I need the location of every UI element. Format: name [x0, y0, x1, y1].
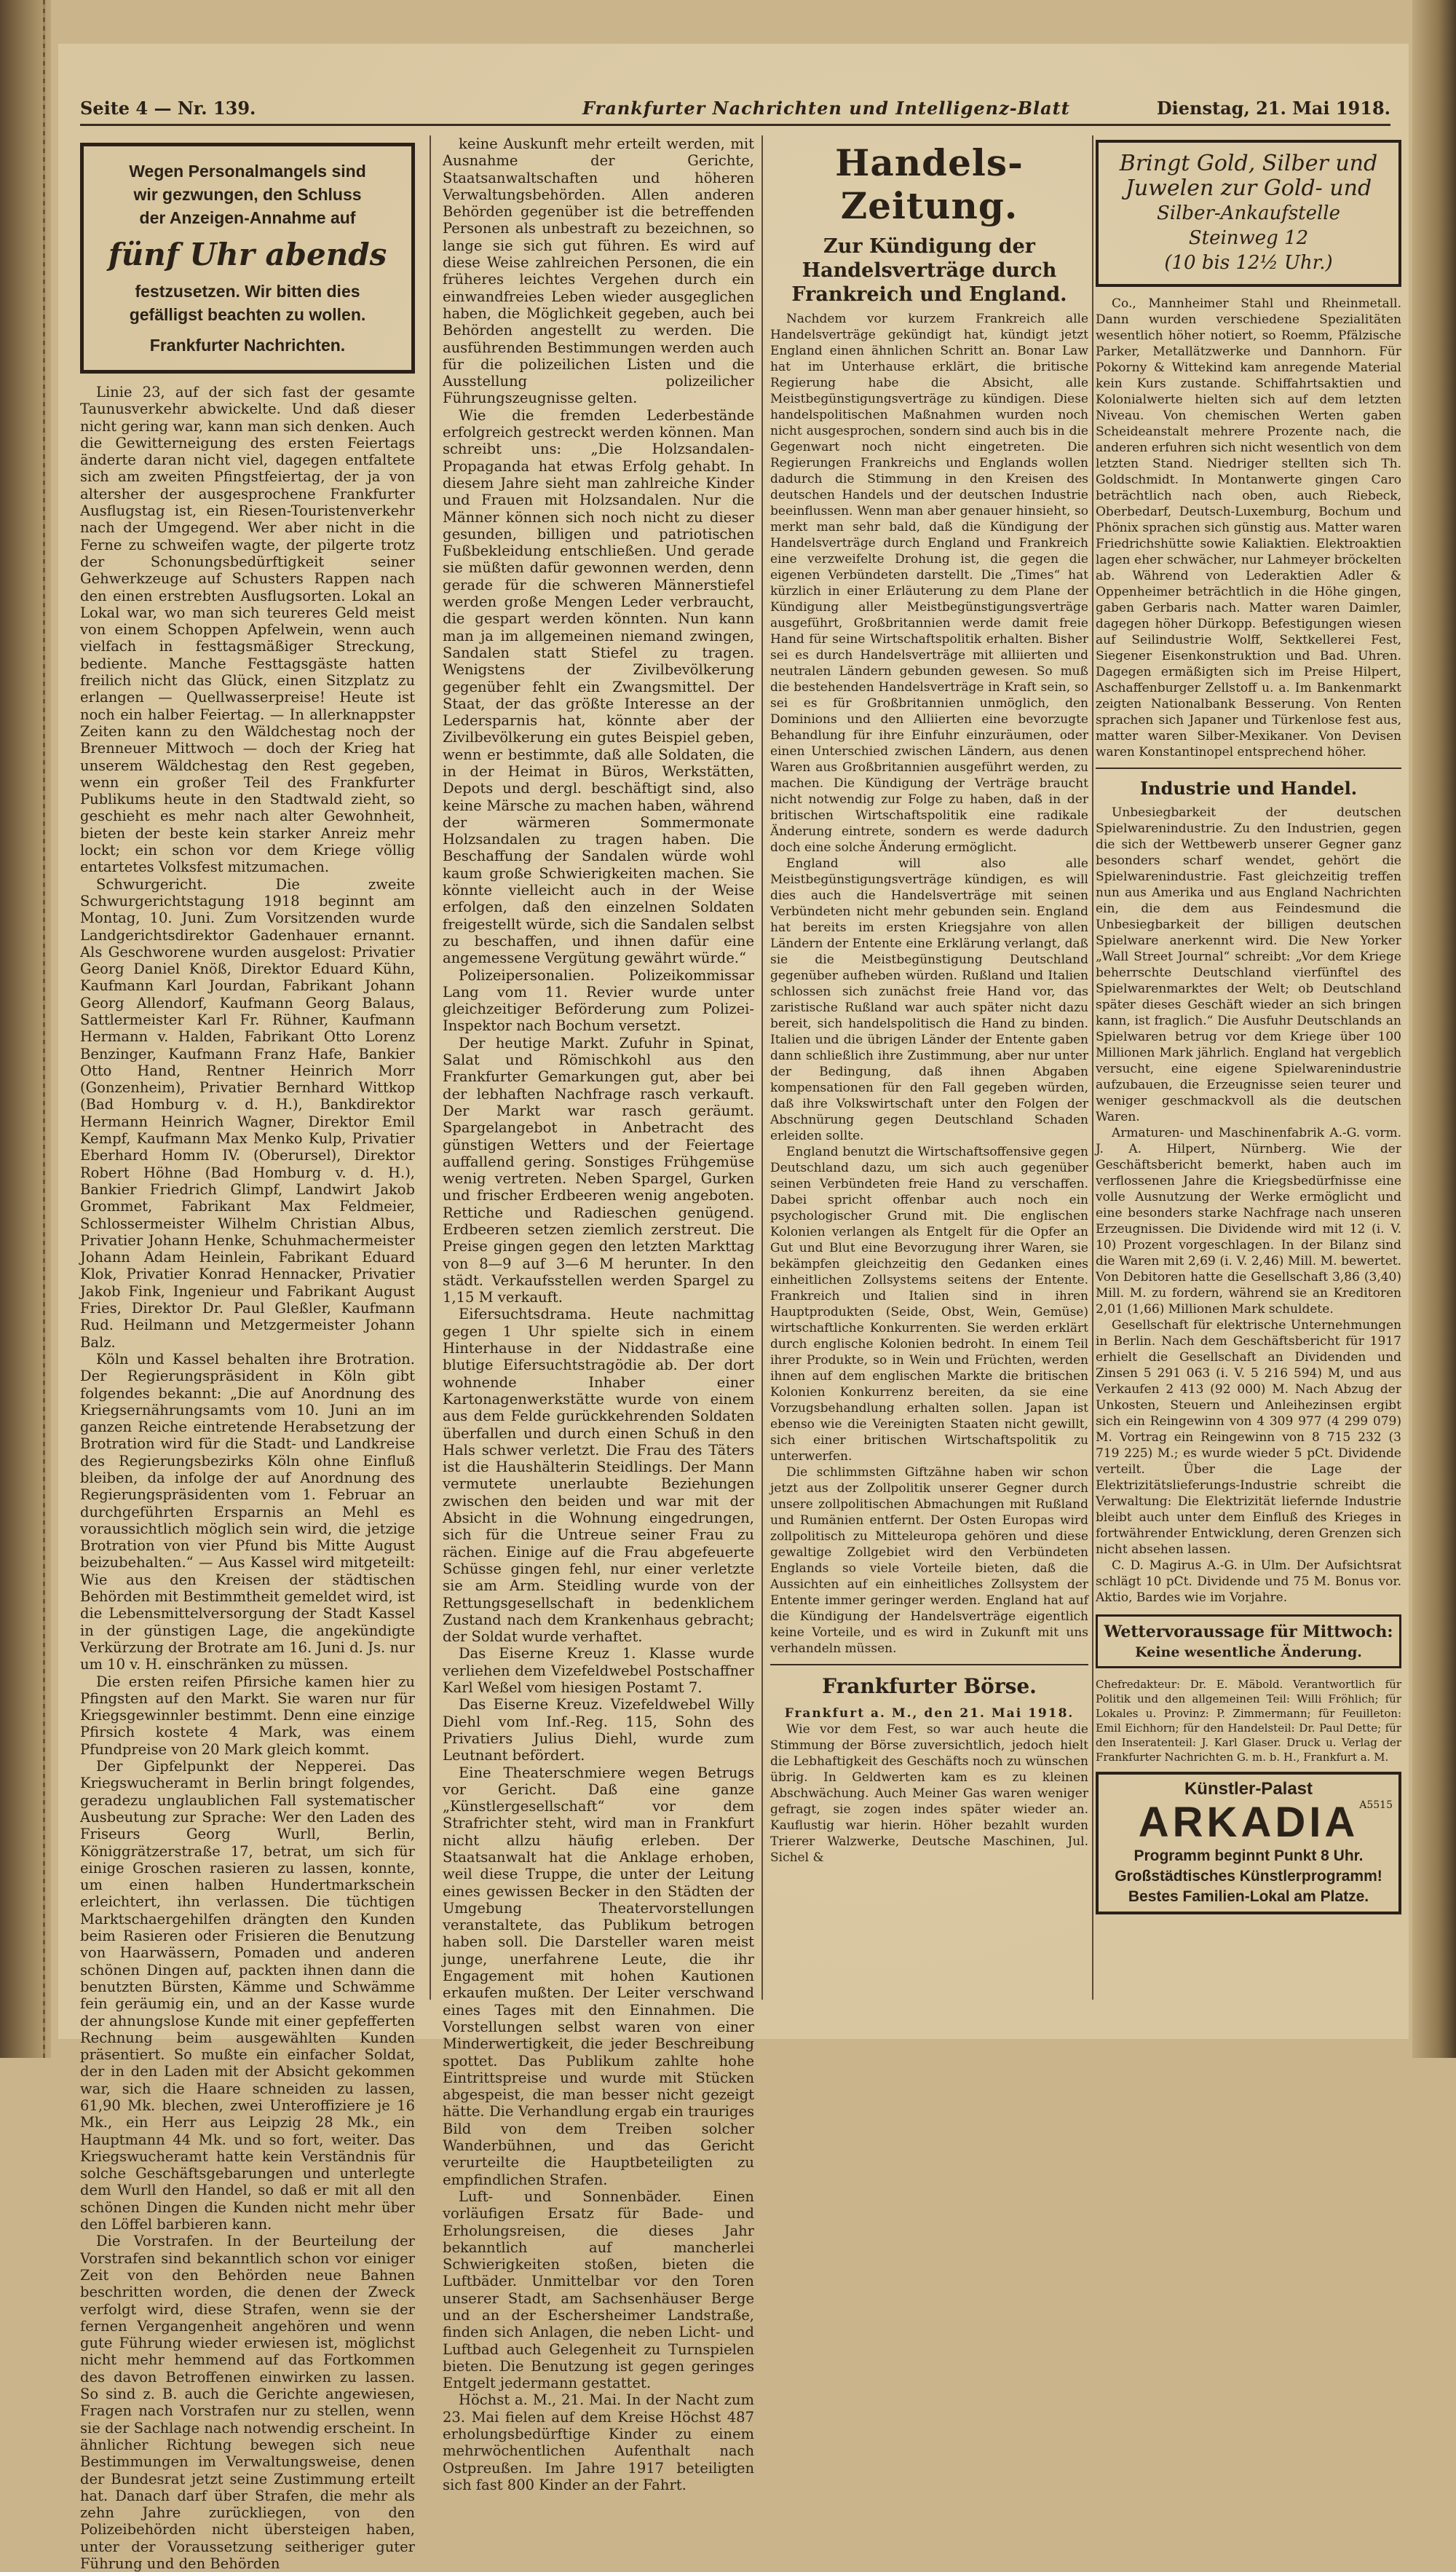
boerse-heading: Frankfurter Börse. — [822, 1674, 1037, 1698]
article-paragraph: Gesellschaft für elektrische Unternehmungen in Berlin. Nach dem Geschäftsbericht für 1917 erhielt die Gesellschaft an Dividenden und Zinsen 5 291 063 (i. V. 5 216 594) M, und aus Verkaufen 2 413 (92 000) M. Nach Abzug der Unkosten, Steuern und Anleihezinsen ergibt sich ein Reingewinn von 4 309 977 (4 299 079) M. Vortrag ein Reingewinn von 8 715 232 (3 719 225) M.; es wurde wieder 5 pCt. Dividende verteilt. Über die Lage der Elektrizitätslieferungs-Industrie schreibt die Verwaltung: Die Elektrizität liefernde Industrie bleibt auch unter dem Einfluß des Krieges in fortwährender Entwicklung, deren Grenzen sich nicht absehen lassen. — [1096, 1318, 1401, 1557]
ad-line: Juwelen zur Gold- und — [1125, 175, 1372, 201]
notice-line: festzusetzen. Wir bitten dies — [135, 282, 360, 301]
article-paragraph: Die Vorstrafen. In der Beurteilung der Vorstrafen sind bekanntlich schon vor einiger Zeit von den Behörden neue Bahnen beschritten worden, die denen der Zweck verfolgt wird, diese Strafen, wenn sie der fernen Vergangenheit angehören und wenn gute Führung wieder erwiesen ist, möglichst nicht mehr hemmend auf das Fortkommen des davon Betroffenen einwirken zu lassen. So sind z. B. auch die Gerichte angewiesen, Fragen nach Vorstrafen nur zu stellen, wenn sie der Sachlage nach notwendig erscheint. In ähnlicher Richtung bewegen sich neue Bestimmungen im Verwaltungsweise, denen der Bundesrat jetzt seine Zustimmung erteilt hat. Danach darf über Strafen, die mehr als zehn Jahre zurückliegen, von den Polizeibehörden nicht übersteigen haben, unter der Voraussetzung seitheriger guter Führung und den Behörden — [80, 2233, 415, 2572]
gold-silver-advertisement — [1096, 140, 1401, 287]
article-paragraph: Linie 23, auf der sich fast der gesamte Taunusverkehr abwickelte. Und daß dieser nicht gering war, kann man sich denken. Auch die Gewitterneigung des ersten Feiertags änderte daran nicht viel, dagegen entfaltete sich am zweiten Pfingstfeiertag, der ja von altersher der ausgesprochene Frankfurter Ausflugstag ist, ein Riesen-Touristenverkehr nach der Umgegend. Wer aber nicht in die Ferne zu schweifen wagte, der pilgerte trotz der Schonungsbedürftigkeit seiner Gehwerkzeuge auf Schusters Rappen nach den einen erstrebten Ausflugsorten. Lokal an Lokal war, wo man sich teureres Geld meist von einem Schoppen Apfelwein, wenn auch vielfach in festtagsmäßiger Streckung, bediente. Manche Festtagsgäste hatten freilich nicht das Glück, einen Sitzplatz zu erlangen — Quellwasserpreise! Heute ist noch ein halber Feiertag. — In allerknappster Zeiten kann zu den Wäldchestag noch der Brenneuer Mittwoch — doch der Krieg hat unserem Wäldchestag den Rest gegeben, wenn ein großer Teil des Frankfurter Publikums heute in den Stadtwald zieht, so geschieht es mehr nach alter Gewohnheit, bieten der beste kein starker Anreiz mehr lockt; ein schon vor dem Kriege völlig entartetes Volksfest mitzumachen. — [80, 384, 415, 876]
article-paragraph: Köln und Kassel behalten ihre Brotration. Der Regierungspräsident in Köln gibt folgendes bekannt: „Die auf Anordnung des Kriegsernährungsamts vom 10. Juni an im ganzen Reiche eintretende Herabsetzung der Brotration wird für die Stadt- und Landkreise des Regierungsbezirks Köln ohne Einfluß bleiben, da infolge der auf Anordnung des Regierungspräsidenten vom 1. Februar an durchgeführten Ersparnis an Mehl es voraussichtlich möglich sein wird, die jetzige Brotration von vier Pfund bis Mitte August beizubehalten.“ — Aus Kassel wird mitgeteilt: Wie aus den Kreisen der städtischen Behörden mit Bestimmtheit gemeldet wird, ist die Lebensmittelversorgung der Stadt Kassel in der günstigen Lage, die angekündigte Verkürzung der Brotrate am 16. Juni d. Js. nur um 10 v. H. einschränken zu müssen. — [80, 1350, 415, 1673]
header-page-number: Seite 4 — Nr. 139. — [80, 98, 256, 119]
weather-box — [1096, 1614, 1401, 1668]
ad-line: Silber-Ankaufstelle Steinweg 12 — [1156, 202, 1341, 249]
arkadia-advertisement — [1096, 1772, 1401, 1914]
article-paragraph: C. D. Magirus A.-G. in Ulm. Der Aufsichtsrat schlägt 10 pCt. Dividende und 75 M. Bonus vor. Aktio, Bardes wie im Vorjahre. — [1096, 1558, 1401, 1605]
ad-line: (10 bis 12½ Uhr.) — [1164, 252, 1333, 274]
ad-line: Großstädtisches Künstlerprogramm! — [1115, 1868, 1382, 1885]
imprint: Chefredakteur: Dr. E. Mäbold. Verantwortlich für Politik und den allgemeinen Teil: Willi Fröhlich; für Lokales u. Provinz: P. Zimmermann; für Feuilleton: Emil Eichhorn; für den Handelsteil: Dr. Paul Dette; für den Inseratenteil: J. Karl Glaser. Druck u. Verlag der Frankfurter Nachrichten G. m. b. H., Frankfurt a. M. — [1096, 1678, 1401, 1764]
page-edge — [1412, 0, 1456, 2058]
article-paragraph: Luft- und Sonnenbäder. Einen vorläufigen Ersatz für Bade- und Erholungsreisen, die dieses Jahr bekanntlich auf mancherlei Schwierigkeiten stoßen, bieten die Luftbäder. Unmittelbar vor den Toren unserer Stadt, am Sachsenhäuser Berge und an der Eschersheimer Landstraße, finden sich Anlagen, die neben Licht- und Luftbad auch Gelegenheit zu Turnspielen bieten. Die Benutzung ist gegen geringes Entgelt jedermann gestattet. — [443, 2188, 754, 2392]
ad-line: Künstler-Palast — [1184, 1779, 1313, 1799]
article-paragraph: Wie vor dem Fest, so war auch heute die Stimmung der Börse zuversichtlich, jedoch hielt die Lebhaftigkeit des Geschäfts noch zu wünschen übrig. In Geldwerten kam es zu kleinen Abschwächung. Auch Meiner Gas waren weniger gefragt, sie zogen indes später wieder an. Kauflustig war hierin. Höher bezahlt wurden Trierer Walzwerke, Deutsche Maschinen, Jul. Sichel & — [770, 1722, 1088, 1865]
ad-line: Bestes Familien-Lokal am Platze. — [1128, 1888, 1369, 1905]
header-masthead: Frankfurter Nachrichten und Intelligenz-Blatt — [582, 98, 1070, 119]
article-paragraph: Höchst a. M., 21. Mai. In der Nacht zum 23. Mai fielen auf dem Kreise Höchst 487 erholungsbedürftige Kinder zu einem mehrwöchentlichen Aufenthalt nach Ostpreußen. Im Jahre 1917 beteiligten sich fast 800 Kinder an der Fahrt. — [443, 2391, 754, 2493]
article-paragraph: keine Auskunft mehr erteilt werden, mit Ausnahme der Gerichte, Staatsanwaltschaften und höheren Verwaltungsbehörden. Allen anderen Behörden gegenüber ist die betreffenden Personen als unbestraft zu bezeichnen, so lange sie sich gut führen. Es wird auf diese Weise zahlreichen Personen, die ein früheres leichtes Vergehen durch ein einwandfreies Leben wieder ausgeglichen haben, die Möglichkeit gegeben, auch bei Behörden angestellt zu werden. Die ausführenden Bestimmungen werden auch für die polizeilichen Listen und die Ausstellung polizeilicher Führungszeugnisse gelten. — [443, 135, 754, 407]
notice-advertisement — [80, 143, 415, 374]
article-paragraph: Armaturen- und Maschinenfabrik A.-G. vorm. J. A. Hilpert, Nürnberg. Wie der Geschäftsbericht bemerkt, haben auch im verflossenen Jahre die Kriegsbedürfnisse eine volle Ausnutzung der Werke ermöglicht und eine besonders starke Nachfrage nach unseren Erzeugnissen. Die Dividende wird mit 12 (i. V. 10) Prozent vorgeschlagen. In der Bilanz sind die Waren mit 2,69 (i. V. 2,46) Mill. M. bewertet. Von Debitoren hatte die Gesellschaft 3,86 (3,40) Mill. M. zu fordern, während sie an Kreditoren 2,01 (1,66) Millionen Mark schuldete. — [1096, 1126, 1401, 1317]
section-divider — [1096, 768, 1401, 769]
column-1 — [80, 135, 415, 2572]
column-rule — [1092, 135, 1093, 2000]
column-3 — [770, 135, 1088, 2000]
article-paragraph: England benutzt die Wirtschaftsoffensive gegen Deutschland dazu, um sich auch gegenüber seinen Verbündeten freie Hand zu verschaffen. Dabei spricht offenbar auch noch ein psychologischer Grund mit. Die englischen Kolonien verlangen als Entgelt für die Opfer an Gut und Blut eine Bevorzugung ihrer Waren, sie bekämpfen gleichzeitig den Gedanken eines einheitlichen Zollsystems seitens der Entente. Frankreich und Italien sind in ihren Hauptprodukten (Seide, Obst, Wein, Gemüse) wirtschaftliche Konkurrenten. Sie werden erklärt durch englische Kolonien bedroht. In einem Teil ihrer Produkte, so in Wein und Früchten, werden ihnen auf dem englischen Markte die britischen Kolonien Konkurrenz bereiten, da sie eine Vorzugsbehandlung erhalten sollen. Japan ist ebenso wie die Vereinigten Staaten nicht gewillt, sich einer britischen Wirtschaftspolitik zu unterwerfen. — [770, 1145, 1088, 1464]
arkadia-name: ARKADIA — [1138, 1799, 1359, 1846]
notice-line: gefälligst beachten zu wollen. — [129, 305, 366, 324]
column-rule — [761, 135, 763, 2000]
article-headline: Zur Kündigung der Handelsverträge durch Frankreich und England. — [791, 235, 1067, 306]
notice-line: der Anzeigen-Annahme auf — [139, 208, 356, 227]
column-2 — [443, 135, 754, 2493]
article-paragraph: Nachdem vor kurzem Frankreich alle Handelsverträge gekündigt hat, kündigt jetzt England einen ähnlichen Schritt an. Bonar Law hat im Unterhause erklärt, die britische Regierung habe die Absicht, alle Meistbegünstigungsverträge zu kündigen. Diese handelspolitischen Maßnahmen wurden noch nicht ausgesprochen, sondern sind auch bis in die Gegenwart noch nicht eingetreten. Die Regierungen Frankreichs und Englands wollen dadurch die Stimmung in den Kreisen des deutschen Handels und der deutschen Industrie beeinflussen. Wenn man aber genauer hinsieht, so merkt man sehr bald, daß die Kündigung der Handelsverträge durch England und Frankreich eine verzweifelte Drohung ist, die gegen die eigenen Verbündeten darstellt. Die „Times“ hat kürzlich in einer Erläuterung zu dem Plane der Kündigung aller Meistbegünstigungsverträge ausgeführt, Großbritannien werde damit freie Hand für seine Wirtschaftspolitik erhalten. Bisher sei es durch Handelsverträge mit alliierten und neutralen Ländern gebunden gewesen. So muß die bestehenden Handelsverträge in Kraft sein, so sei es für Großbritannien unmöglich, den Dominions und den Alliierten eine bevorzugte Behandlung für ihre Einfuhr einzuräumen, oder einen Unterschied zwischen Ländern, aus denen Waren aus Großbritannien ausgeführt werden, zu machen. Die Kündigung der Verträge braucht nicht notwendig zur Folge zu haben, daß in der britischen Wirtschaftspolitik eine radikale Änderung eintrete, sondern es werde dadurch doch eine solche Änderung ermöglicht. — [770, 312, 1088, 855]
section-divider — [770, 1664, 1088, 1665]
notice-signature: Frankfurter Nachrichten. — [149, 336, 346, 355]
column-rule — [430, 135, 431, 2000]
article-paragraph: Eine Theaterschmiere wegen Betrugs vor Gericht. Daß eine ganze „Künstlergesellschaft“ vor dem Strafrichter steht, wird man in Frankfurt nicht allzu häufig erleben. Der Staatsanwalt hat die Anklage erhoben, weil diese Truppe, die unter der Leitung eines gewissen Becker in den Städten der Umgebung Theatervorstellungen veranstaltete, das Publikum betrogen haben soll. Die Darsteller waren meist junge, unerfahrene Leute, die ihr Engagement mit hohen Kautionen erkaufen mußten. Der Leiter verschwand eines Tages mit den Einnahmen. Die Vorstellungen selbst waren von einer Minderwertigkeit, die jeder Beschreibung spottet. Das Publikum zahlte hohe Eintrittspreise und wurde mit Stücken abgespeist, die man besser nicht gezeigt hätte. Die Verhandlung ergab ein trauriges Bild von dem Treiben solcher Wanderbühnen, und das Gericht verurteilte die Hauptbeteiligten zu empfindlichen Strafen. — [443, 1764, 754, 2188]
boerse-dateline: Frankfurt a. M., den 21. Mai 1918. — [784, 1706, 1075, 1721]
article-paragraph: Eifersuchtsdrama. Heute nachmittag gegen 1 Uhr spielte sich in einem Hinterhause in der Niddastraße eine blutige Eifersuchtstragödie ab. Der dort wohnende Inhaber einer Kartonagenwerkstätte wurde von einem aus dem Felde gurückkehrenden Soldaten überfallen und durch einen Schuß in den Hals schwer verletzt. Die Frau des Täters ist die Haushälterin Steidlings. Der Mann vermutete unerlaubte Beziehungen zwischen den beiden und war mit der Absicht in die Wohnung eingedrungen, sich für die Untreue seiner Frau zu rächen. Einige auf die Frau abgefeuerte Schüsse gingen fehl, nur einer verletzte sie am Arm. Steidling wurde von der Rettungsgesellschaft in bedenklichem Zustand nach dem Krankenhaus gebracht; der Soldat wurde verhaftet. — [443, 1306, 754, 1646]
article-paragraph: Die ersten reifen Pfirsiche kamen hier zu Pfingsten auf den Markt. Sie waren nur für Kriegsgewinnler bestimmt. Denn eine einzige Pfirsich kostete 4 Mark, was einem Pfundpreise von 20 Mark gleich kommt. — [80, 1673, 415, 1758]
article-paragraph: Der Gipfelpunkt der Nepperei. Das Kriegswucheramt in Berlin bringt folgendes, geradezu unglaublichen Fall systematischer Ausbeutung zur Sprache: Wer den Laden des Friseurs Georg Wurll, Berlin, Königgrätzerstraße 17, betrat, um sich für einige Groschen rasieren zu lassen, konnte, um einen halben Hundertmarkschein erleichtert, ihn verlassen. Die tüchtigen Marktschaergehilfen drängten den Kunden beim Rasieren oder Frisieren die Benutzung von Haarwässern, Pomaden und anderen schönen Dingen auf, packten ihnen dann die benutzten Bürsten, Kämme und Schwämme fein geräumig ein, und an der Kasse wurde der ahnungslose Kunde mit einer gepfefferten Rechnung beim ausgewählten Kunden präsentiert. So mußte ein einfacher Soldat, der in den Laden mit der Absicht gekommen war, sich die Haare schneiden zu lassen, 61,90 Mk. blechen, zwei Unteroffiziere je 16 Mk., ein Herr aus Leipzig 28 Mk., ein Hauptmann 44 Mk. und so fort, weiter. Das Kriegswucheramt hatte kein Verständnis für solche Geschäftsgebarungen und unterlegte dem Wurll den Handel, so daß er mit all den schönen Dingen die Kunden nicht mehr über den Löffel barbieren kann. — [80, 1758, 415, 2233]
ad-code: A5515 — [1359, 1799, 1393, 1811]
notice-line: Wegen Personalmangels sind — [129, 162, 366, 181]
article-paragraph: Polizeipersonalien. Polizeikommissar Lang vom 11. Revier wurde unter gleichzeitiger Beförderung zum Polizei-Inspektor nach Bochum versetzt. — [443, 966, 754, 1035]
handels-zeitung-title: Handels-Zeitung. — [835, 141, 1024, 227]
article-paragraph: Der heutige Markt. Zufuhr in Spinat, Salat und Römischkohl aus den Frankfurter Gemarkungen gut, aber bei der lebhaften Nachfrage rasch verkauft. Der Markt war rasch geräumt. Spargelangebot in Anbetracht des günstigen Wetters und der Feiertage auffallend gering. Sonstiges Frühgemüse wenig vertreten. Neben Spargel, Gurken und frischer Erdbeeren wenig angeboten. Rettiche und Radieschen genügend. Erdbeeren setzen ziemlich zerstreut. Die Preise gingen gegen den letzten Markttag von 8—9 auf 3—6 M herunter. In den städt. Verkaufsstellen werden Spargel zu 1,15 M verkauft. — [443, 1034, 754, 1306]
section-headline — [770, 141, 1088, 307]
article-paragraph: Das Eiserne Kreuz. Vizefeldwebel Willy Diehl vom Inf.-Reg. 115, Sohn des Privatiers Julius Diehl, wurde zum Leutnant befördert. — [443, 1696, 754, 1764]
article-paragraph: Das Eiserne Kreuz 1. Klasse wurde verliehen dem Vizefeldwebel Postschaffner Karl Weßel vom hiesigen Postamt 7. — [443, 1645, 754, 1697]
article-paragraph: England will also alle Meistbegünstigungsverträge kündigen, es will dies auch die Handelsverträge mit seinen Verbündeten nicht mehr gebunden sein. England hat bereits im ersten Kriegsjahre von allen Ländern der Entente eine Erklärung verlangt, daß sie die Meistbegünstigung Deutschland gegenüber aufheben würden. Rußland und Italien schlossen sich zunächst freie Hand vor, das zaristische Rußland war auch später nicht dazu bereit, sich handelspolitisch die Hand zu binden. Italien und die übrigen Länder der Entente gaben dann schließlich ihre Zustimmung, aber nur unter der Bedingung, daß ihnen Abgaben kompensationen für den Fall gegeben würden, daß ihre Volkswirtschaft unter den Folgen der Abschnürung gegen Deutschland Schaden erleiden sollte. — [770, 856, 1088, 1143]
ad-line: Bringt Gold, Silber und — [1119, 151, 1378, 176]
column-4 — [1096, 135, 1401, 2000]
book-binding — [0, 0, 51, 2058]
article-paragraph: Wie die fremden Lederbestände erfolgreich gestreckt werden können. Man schreibt uns: „Die Holzsandalen-Propaganda hat etwas Erfolg gehabt. In diesem Jahre sieht man zahlreiche Kinder und Frauen mit Holzsandalen. Nur die Männer können sich noch nicht zu dieser gesunden, billigen und patriotischen Fußbekleidung entschließen. Und gerade sie müßten dafür gewonnen werden, denn gerade für die schweren Männerstiefel werden große Mengen Leder verbraucht, die gespart werden könnten. Nun kann man ja im allgemeinen niemand zwingen, Sandalen statt Stiefel zu tragen. Wenigstens der Zivilbevölkerung gegenüber fehlt ein Zwangsmittel. Der Staat, der das größte Interesse an der Ledersparnis hat, könnte aber der Zivilbevölkerung ein gutes Beispiel geben, wenn er bestimmte, daß alle Soldaten, die in der Heimat in Büros, Werkstätten, Depots und dergl. beschäftigt sind, also keine Märsche zu machen haben, während der wärmeren Sommermonate Holzsandalen zu tragen haben. Die Beschaffung der Sandalen würde wohl kaum große Schwierigkeiten machen. Sie könnte vielleicht auch in der Weise erfolgen, daß den einzelnen Soldaten freigestellt würde, sich die Sandalen selbst zu beschaffen, und ihnen dafür eine angemessene Vergütung gewährt würde.“ — [443, 406, 754, 967]
weather-title: Wettervoraussage für Mittwoch: — [1104, 1622, 1393, 1641]
industrie-heading: Industrie und Handel. — [1139, 778, 1358, 799]
article-paragraph: Co., Mannheimer Stahl und Rheinmetall. Dann wurden verschiedene Spezialitäten wesentlich höher notiert, so Roemm, Pfälzische Parker, Metallätzwerke und Dannhorn. Für Pokorny & Wittekind kam anregende Material kein Kurs zustande. Schiffahrtsaktien und Kolonialwerte hielten sich auf dem letzten Niveau. Von chemischen Werten gaben Scheideanstalt mehrere Prozente nach, die anderen erfuhren sich nicht wesentlich von dem letzten Stand. Niedriger stellten sich Th. Goldschmidt. In Montanwerte gingen Caro beträchtlich nach oben, auch Riebeck, Oberbedarf, Deutsch-Luxemburg, Bochum und Phönix sprachen sich günstig aus. Matter waren Friedrichshütte sowie Kaliaktien. Elektroaktien lagen eher schwächer, nur Lahmeyer bröckelten ab. Während von Lederaktien Adler & Oppenheimer beträchtlich in die Höhe gingen, gaben Gerbaris nach. Matter waren Daimler, dagegen höher Dürkopp. Befestigungen wiesen auf Seilindustrie Wolff, Sektkellerei Fest, Siegener Eisenkonstruktion und Bad. Uhren. Dagegen ermäßigten sich im Preise Hilpert, Aschaffenburger Zellstoff u. a. Im Bankenmarkt zeigten Nationalbank Besserung. Von Renten sprachen sich Japaner und Türkenlose fest aus, matter waren Silber-Mexikaner. Von Devisen waren Konstantinopel entsprechend höher. — [1096, 296, 1401, 760]
notice-emphasis: fünf Uhr abends — [108, 237, 387, 272]
running-header — [80, 95, 1390, 126]
article-paragraph: Schwurgericht. Die zweite Schwurgerichtstagung 1918 beginnt am Montag, 10. Juni. Zum Vorsitzenden wurde Landgerichtsdirektor Gadenhauer ernannt. Als Geschworene wurden ausgelost: Privatier Georg Daniel Knöß, Direktor Eduard Kühn, Kaufmann Karl Jourdan, Fabrikant Johann Georg Allendorf, Kaufmann Georg Balaus, Sattlermeister Karl Fr. Rühner, Kaufmann Hermann v. Halden, Fabrikant Otto Lorenz Benzinger, Kaufmann Franz Hafe, Bankier Otto Hand, Rentner Heinrich Morr (Gonzenheim), Privatier Bernhard Wittkop (Bad Homburg v. d. H.), Bankdirektor Hermann Heinrich Wagner, Direktor Emil Kempf, Kaufmann Max Menko Kulp, Privatier Eberhard Homm IV. (Oberursel), Direktor Robert Höhne (Bad Homburg v. d. H.), Bankier Friedrich Glimpf, Landwirt Jakob Grommet, Fabrikant Max Feldmeier, Schlossermeister Wilhelm Christian Albus, Privatier Johann Henke, Schuhmachermeister Johann Adam Heinlein, Fabrikant Eduard Klok, Privatier Konrad Hennacker, Privatier Jakob Fink, Ingenieur und Fabrikant August Fries, Direktor Dr. Paul Gleßler, Kaufmann Rud. Heilmann und Metzgermeister Johann Balz. — [80, 875, 415, 1351]
notice-line: wir gezwungen, den Schluss — [133, 185, 362, 204]
ad-line: Programm beginnt Punkt 8 Uhr. — [1133, 1847, 1364, 1864]
article-paragraph: Unbesiegbarkeit der deutschen Spielwarenindustrie. Zu den Industrien, gegen die sich der Wettbewerb unserer Gegner ganz besonders scharf wendet, gehört die Spielwarenindustrie. Fast gleichzeitig treffen nun aus Amerika und aus England Nachrichten ein, die dem aus Feindesmund die Unbesiegbarkeit der billigen deutschen Spielware anerkennt wird. Die New Yorker „Wall Street Journal“ schreibt: „Vor dem Kriege beherrschte Deutschland vierfünftel des Spielwarenmarktes der Welt; ob Deutschland später dieses Geschäft wieder an sich bringen kann, ist fraglich.“ Die Ausfuhr Deutschlands an Spielwaren betrug vor dem Kriege über 100 Millionen Mark jährlich. England hat vergeblich versucht, eine eigene Spielwarenindustrie aufzubauen, die Erzeugnisse seien teurer und weniger geschmackvoll als die deutschen Waren. — [1096, 805, 1401, 1124]
article-paragraph: Die schlimmsten Giftzähne haben wir schon jetzt aus der Zollpolitik unserer Gegner durch unsere zollpolitischen Abmachungen mit Rußland und Rumänien entfernt. Der Osten Europas wird zollpolitisch zu Mitteleuropa gehören und diese gewaltige Zollgebiet wird den Verbündeten Englands so viele Vorteile bieten, daß die Aussichten auf ein einheitliches Zollsystem der Entente immer geringer werden. England hat auf die Kündigung der Handelsverträge eigentlich keine Vorteile, und es wird in Zukunft mit uns verhandeln müssen. — [770, 1465, 1088, 1656]
weather-forecast: Keine wesentliche Änderung. — [1135, 1644, 1362, 1660]
header-date: Dienstag, 21. Mai 1918. — [1156, 98, 1390, 119]
